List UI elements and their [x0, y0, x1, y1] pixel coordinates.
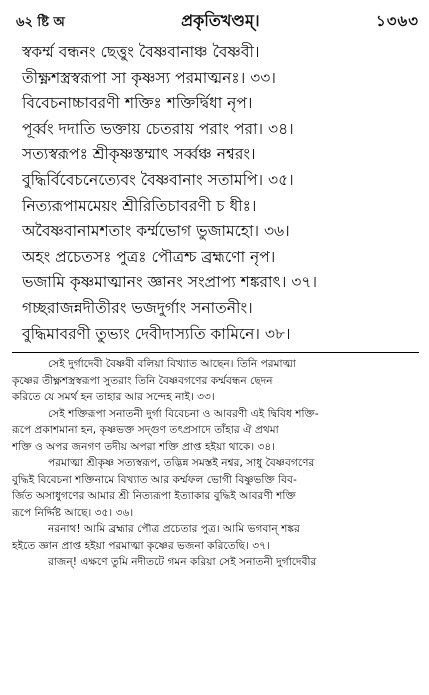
- commentary-paragraph: [12, 521, 419, 554]
- commentary-paragraph: [12, 455, 419, 521]
- commentary-line: রূপে প্রকাশমানা হন, কৃষ্ণভক্ত সদ্গুণ তৎপ্রসাদে তাঁহার ঐ প্রথমা: [12, 424, 279, 436]
- verse-line: সত্যস্বরূপঃ শ্রীকৃষ্ণস্তম্মাৎ সর্ব্বঞ্চ নশ্বরং।: [22, 145, 256, 164]
- commentary-paragraph: [12, 356, 419, 406]
- commentary-line: পরমাত্মা শ্রীকৃষ্ণ সত্যস্বরূপ, তদ্ভিন্ন সমস্তই নশ্বর, সাধু বৈষ্ণবগণের: [48, 457, 315, 469]
- commentary-line: হইতে জ্ঞান প্রাপ্ত হইয়া পরমাত্মা কৃষ্ণের ভজনা করিতেছি। ৩৭।: [12, 539, 270, 552]
- divider-rule: [12, 352, 419, 353]
- commentary-paragraph: [12, 554, 419, 571]
- verse-line: ভজামি কৃষ্ণমাত্মানং জ্ঞানং সংপ্রাপ্য শঙ্করাৎ। ৩৭।: [22, 273, 318, 292]
- commentary-line: সেই দুর্গাদেবী বৈষ্ণবী বলিয়া বিখ্যাত আছেন। তিনি পরমাত্মা: [48, 358, 296, 370]
- verse-line: অহং প্রচেতসঃ পুত্রঃ পৌত্রশ্চ ব্রহ্মণো নৃপ।: [22, 247, 276, 266]
- commentary-line: সেই শক্তিরূপা সনাতনী দুর্গা বিবেচনা ও আবরণী এই দ্বিবিধ শক্তি-: [48, 407, 319, 420]
- verse-line: পূর্ব্বং দদাতি ভক্তায় চেতরায় পরাং পরা। ৩৪।: [22, 119, 294, 138]
- page-header: [16, 8, 419, 34]
- commentary-line: রূপে নির্দ্দিষ্ট আছে। ৩৫। ৩৬।: [12, 506, 134, 519]
- verse-line: অবৈষ্ণবানামশতাং কর্ম্মভোগ ভুজামহো। ৩৬।: [22, 222, 290, 241]
- commentary-paragraph: [12, 406, 419, 456]
- verse-line: তীক্ষ্ণশস্ত্রস্বরূপা সা কৃষ্ণস্য পরমাত্মনঃ। ৩৩।: [22, 68, 276, 87]
- verse-line: বুদ্ধিমাবরণী তুভ্যং দেবীদাস্যতি কামিনে। ৩৮।: [22, 324, 291, 343]
- verse-block: [22, 40, 419, 347]
- page-title: প্রকৃতিখণ্ডম্।: [181, 11, 260, 30]
- commentary-line: শক্তি ও অপর জনগণ তদীয় অপরা শক্তি প্রাপ্ত হইয়া থাকে। ৩৪।: [12, 440, 276, 453]
- verse-line: বিবেচনাচ্চাবরণী শক্তিঃ শক্তির্দ্বিধা নৃপ।: [22, 94, 253, 113]
- commentary-block: [12, 356, 419, 571]
- page-ref: ৬২ ষ্টি অ: [16, 15, 65, 30]
- verse-line: গচ্ছরাজন্নদীতীরং ভজদুর্গাং সনাতনীং।: [22, 298, 253, 317]
- commentary-line: নরনাথ! আমি ব্রহ্মার পৌত্র প্রচেতার পুত্র। আমি ভগবান্ শঙ্কর: [48, 523, 300, 535]
- commentary-line: র্জিত অসাধুগণের আমার শ্রী নিত্যরূপা ইত্যাকার বুদ্ধিই আবরণী শক্তি: [12, 490, 296, 502]
- commentary-line: কৃষ্ণের তীক্ষ্ণশস্ত্রস্বরূপা সুতরাং তিনি বৈষ্ণবগণের কর্ম্মবন্ধন ছেদন: [12, 374, 273, 387]
- commentary-line: রাজন্! এক্ষণে তুমি নদীতটে গমন করিয়া সেই সনাতনী দুর্গাদেবীর: [48, 556, 317, 568]
- page-number: ১৩৬৩: [375, 12, 419, 30]
- verse-line: বুদ্ধির্বিবেচনেত্যেবং বৈষ্ণবানাং সতামপি। ৩৫।: [22, 170, 294, 189]
- commentary-line: বুদ্ধিই বিবেচনা শক্তিনামে বিখ্যাত আর কর্ম্মফল ভোগী বিষ্ণুভক্তি বিব-: [12, 473, 297, 486]
- verse-line: নিত্যরূপামমেয়ং শ্রীরিতিচাবরণী চ ধীঃ।: [22, 196, 257, 215]
- commentary-line: করিতে যে সমর্থ হন তাহার আর সন্দেহ নাই। ৩৩।: [12, 391, 215, 403]
- verse-line: স্বকর্ম্ম বন্ধনং ছেত্তুং বৈষ্ণবানাঞ্চ বৈষ্ণবী।: [22, 43, 260, 61]
